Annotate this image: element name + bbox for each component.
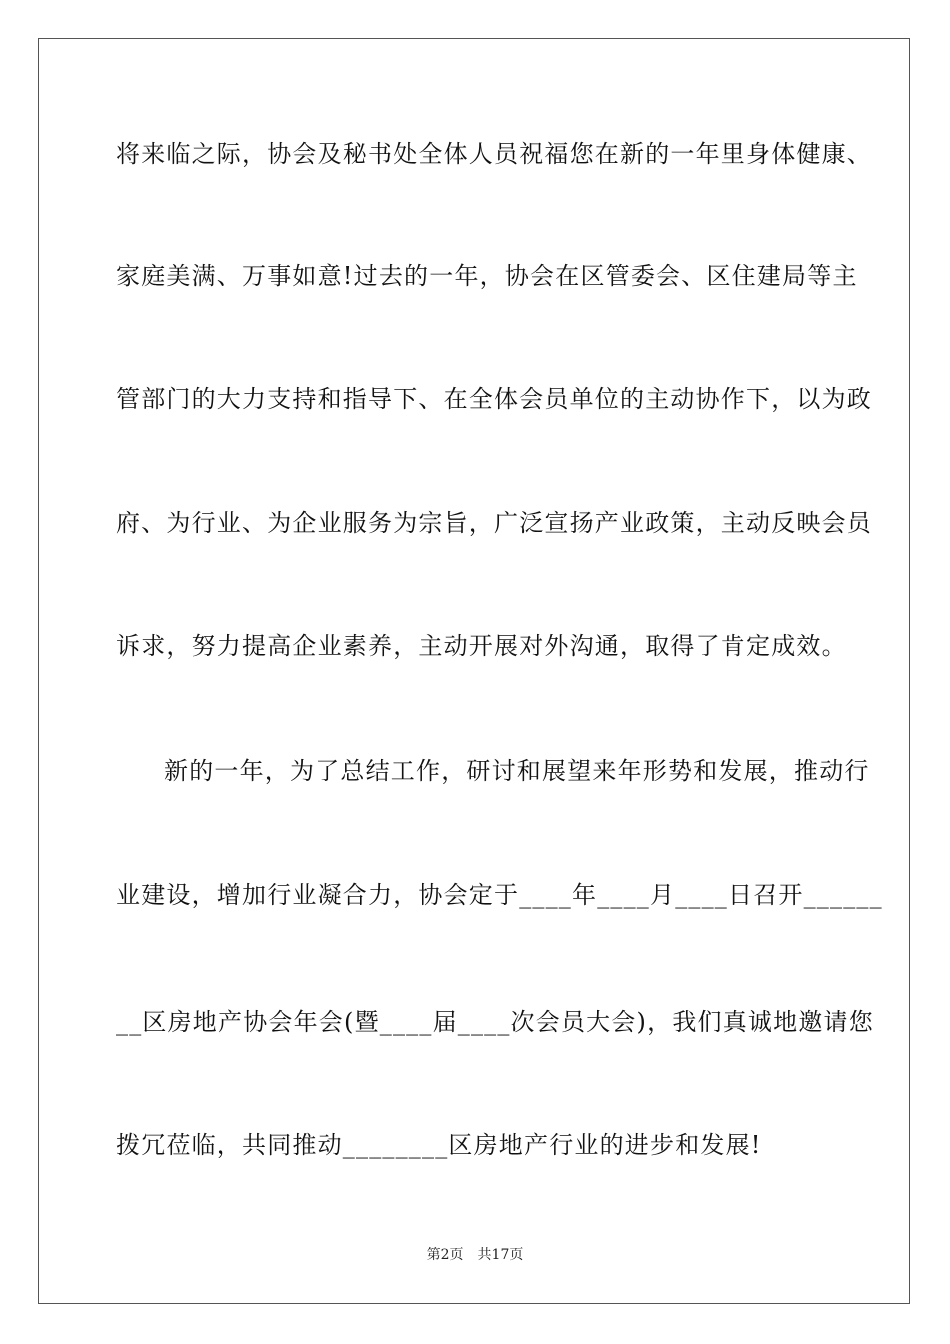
paragraph-line-4: 府、为行业、为企业服务为宗旨，广泛宣扬产业政策，主动反映会员 <box>116 509 872 537</box>
page-footer <box>0 1246 950 1264</box>
paragraph-line-8: __区房地产协会年会(暨____届____次会员大会)，我们真诚地邀请您 <box>116 1008 874 1036</box>
page-number: 第2页 <box>426 1247 464 1263</box>
paragraph-line-6: 新的一年，为了总结工作，研讨和展望来年形势和发展，推动行 <box>164 757 870 785</box>
paragraph-line-5: 诉求，努力提高企业素养，主动开展对外沟通，取得了肯定成效。 <box>116 632 847 660</box>
page-total: 共17页 <box>477 1247 524 1263</box>
paragraph-line-7: 业建设，增加行业凝合力，协会定于____年____月____日召开______ <box>116 881 883 909</box>
paragraph-line-2: 家庭美满、万事如意!过去的一年，协会在区管委会、区住建局等主 <box>116 262 858 290</box>
paragraph-line-9: 拨冗莅临，共同推动________区房地产行业的进步和发展! <box>116 1131 762 1159</box>
paragraph-line-3: 管部门的大力支持和指导下、在全体会员单位的主动协作下，以为政 <box>116 385 872 413</box>
page-border <box>38 38 910 1304</box>
paragraph-line-1: 将来临之际，协会及秘书处全体人员祝福您在新的一年里身体健康、 <box>116 140 872 168</box>
